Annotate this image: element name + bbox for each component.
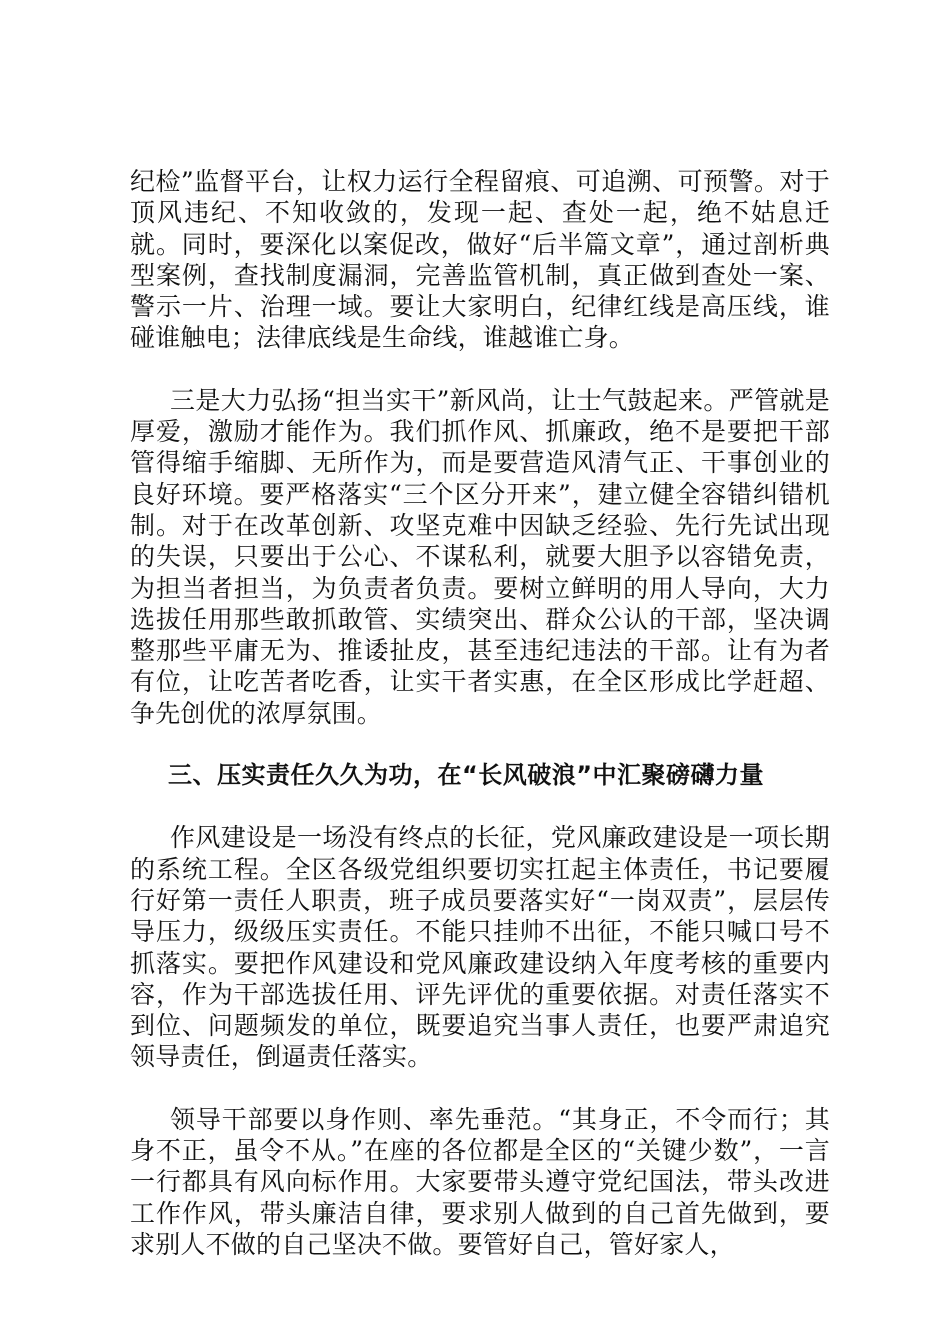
- paragraph-leaders-example: 领导干部要以身作则、率先垂范。“其身正，不令而行；其身不正，虽令不从。”在座的各位都是全区的“关键少数”，一言一行都具有风向标作用。大家要带头遵守党纪国法，带头改进工作作风，带头廉洁自律，要求别人做到的自己首先做到，要求别人不做的自己坚决不做。要管好自己，管好家人，: [130, 1104, 830, 1259]
- paragraph-encourage-responsibility: 三是大力弘扬“担当实干”新风尚，让士气鼓起来。严管就是厚爱，激励才能作为。我们抓作风、抓廉政，绝不是要把干部管得缩手缩脚、无所作为，而是要营造风清气正、干事创业的良好环境。要严格落实“三个区分开来”，建立健全容错纠错机制。对于在改革创新、攻坚克难中因缺乏经验、先行先试出现的失误，只要出于公心、不谋私利，就要大胆予以容错免责，为担当者担当，为负责者负责。要树立鲜明的用人导向，大力选拔任用那些敢抓敢管、实绩突出、群众公认的干部，坚决调整那些平庸无为、推诿扯皮，甚至违纪违法的干部。让有为者有位，让吃苦者吃香，让实干者实惠，在全区形成比学赶超、争先创优的浓厚氛围。: [130, 385, 830, 728]
- document-page: [130, 166, 830, 1260]
- paragraph-supervision: 纪检”监督平台，让权力运行全程留痕、可追溯、可预警。对于顶风违纪、不知收敛的，发现一起、查处一起，绝不姑息迁就。同时，要深化以案促改，做好“后半篇文章”，通过剖析典型案例，查找制度漏洞，完善监管机制，真正做到查处一案、警示一片、治理一域。要让大家明白，纪律红线是高压线，谁碰谁触电；法律底线是生命线，谁越谁亡身。: [130, 167, 830, 353]
- paragraph-responsibility: 作风建设是一场没有终点的长征，党风廉政建设是一项长期的系统工程。全区各级党组织要切实扛起主体责任，书记要履行好第一责任人职责，班子成员要落实好“一岗双责”，层层传导压力，级级压实责任。不能只挂帅不出征，不能只喊口号不抓落实。要把作风建设和党风廉政建设纳入年度考核的重要内容，作为干部选拔任用、评先评优的重要依据。对责任落实不到位、问题频发的单位，既要追究当事人责任，也要严肃追究领导责任，倒逼责任落实。: [130, 823, 830, 1072]
- section-heading-three: 三、压实责任久久为功，在“长风破浪”中汇聚磅礴力量: [168, 761, 765, 790]
